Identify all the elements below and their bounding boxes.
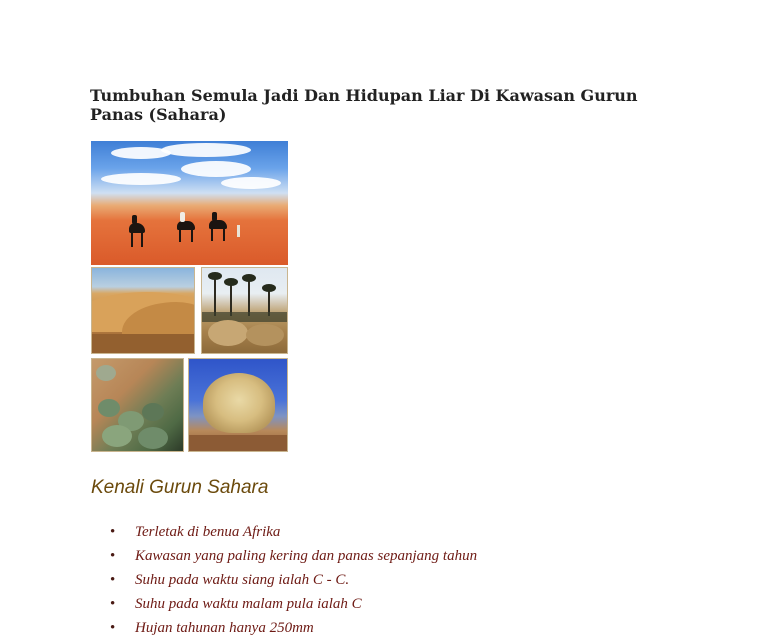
bullet-icon: • [110, 524, 116, 540]
bullet-icon: • [110, 620, 116, 636]
dry-shrub-photo [188, 358, 288, 452]
bullet-icon: • [110, 548, 116, 564]
desert-plant-closeup-photo [91, 358, 184, 452]
list-item [0, 592, 768, 616]
palm-oasis-photo [201, 267, 288, 354]
section-heading: Kenali Gurun Sahara [91, 477, 269, 498]
bullet-icon: • [110, 572, 116, 588]
sand-dunes-photo [91, 267, 195, 354]
list-item [0, 544, 768, 568]
list-item [0, 520, 768, 544]
fact-list [0, 520, 768, 640]
fact-text: Suhu pada waktu malam pula ialah C [135, 596, 362, 612]
list-item [0, 568, 768, 592]
desert-camel-caravan-photo [91, 141, 288, 265]
fact-text: Hujan tahunan hanya 250mm [135, 620, 314, 636]
fact-text: Suhu pada waktu siang ialah C - C. [135, 572, 350, 588]
fact-text: Terletak di benua Afrika [135, 524, 281, 540]
sahara-photo-collage [91, 141, 288, 452]
list-item [0, 616, 768, 640]
bullet-icon: • [110, 596, 116, 612]
page-title: Tumbuhan Semula Jadi Dan Hidupan Liar Di Kawasan Gurun Panas (Sahara) [90, 86, 638, 124]
fact-text: Kawasan yang paling kering dan panas sepanjang tahun [135, 548, 478, 564]
